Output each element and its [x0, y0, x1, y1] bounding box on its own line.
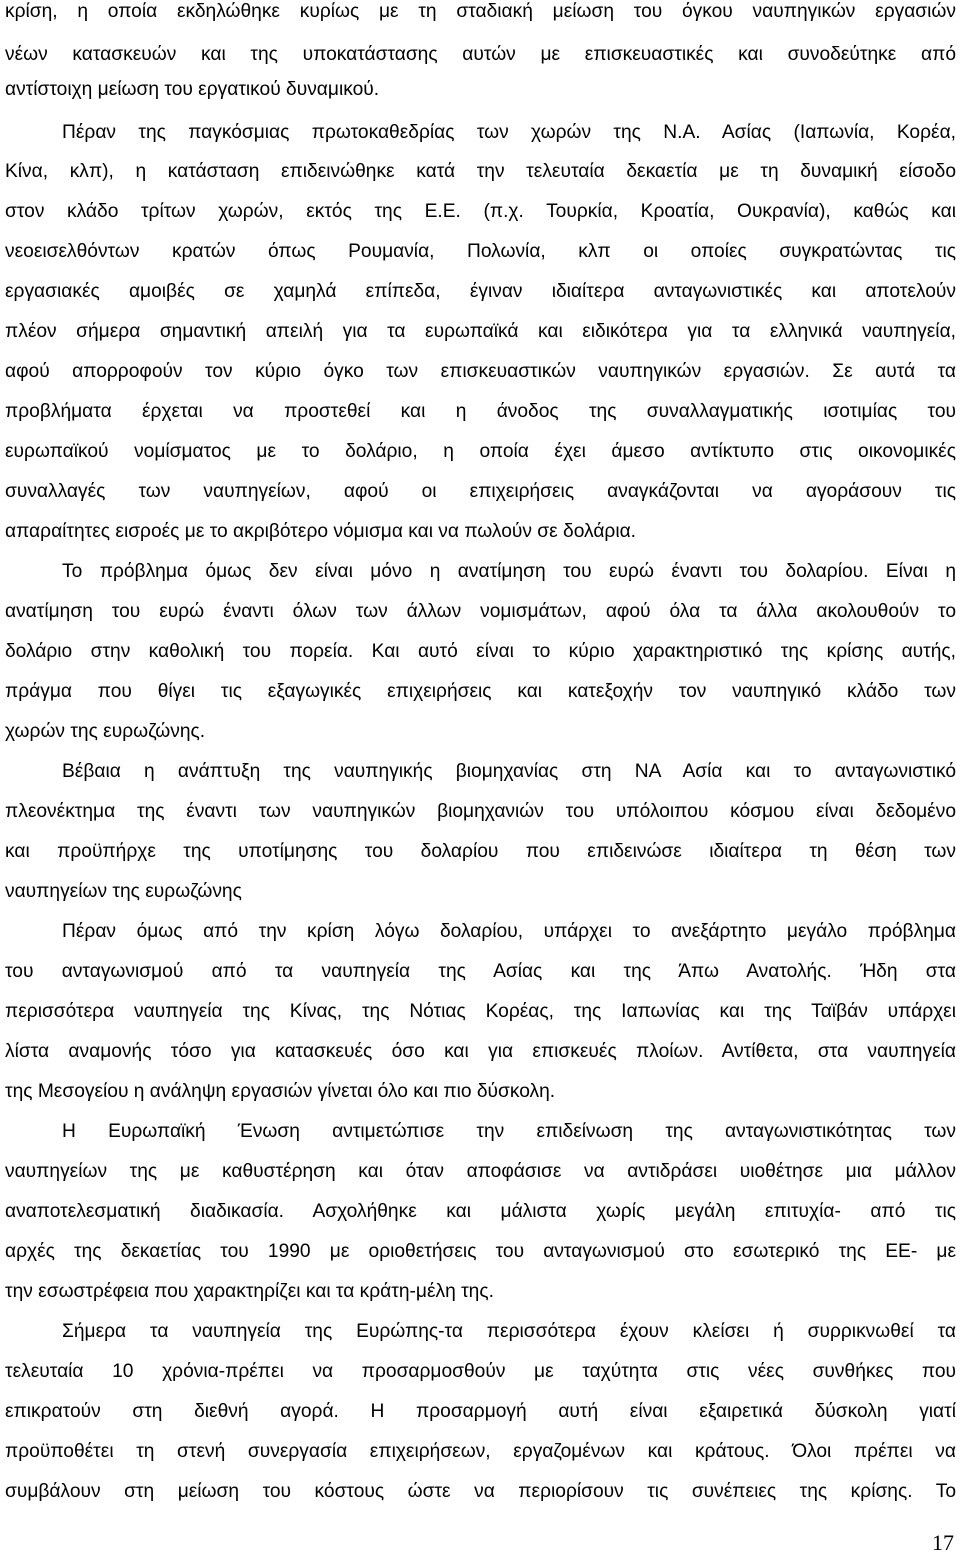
- text-line: νέων κατασκευών και της υποκατάστασης αυτών με επισκευαστικές και συνοδεύτηκε από: [5, 44, 956, 65]
- text-line: Κίνα, κλπ), η κατάσταση επιδεινώθηκε κατά την τελευταία δεκαετία με τη δυναμική είσοδο: [5, 161, 956, 182]
- text-line: εργασιακές αμοιβές σε χαμηλά επίπεδα, έγιναν ιδιαίτερα ανταγωνιστικές και αποτελούν: [5, 281, 956, 302]
- text-line: περισσότερα ναυπηγεία της Κίνας, της Νότιας Κορέας, της Ιαπωνίας και της Ταϊβάν υπάρχει: [5, 1001, 956, 1022]
- text-line: συναλλαγές των ναυπηγείων, αφού οι επιχειρήσεις αναγκάζονται να αγοράσουν τις: [5, 481, 956, 502]
- text-line: Πέραν της παγκόσμιας πρωτοκαθεδρίας των χωρών της Ν.Α. Ασίας (Ιαπωνία, Κορέα,: [62, 122, 956, 143]
- text-line: αφού απορροφούν τον κύριο όγκο των επισκευαστικών ναυπηγικών εργασιών. Σε αυτά τα: [5, 361, 956, 382]
- text-line: νεοεισελθόντων κρατών όπως Ρουμανία, Πολωνία, κλπ οι οποίες συγκρατώντας τις: [5, 241, 956, 262]
- text-line: δολάριο στην καθολική του πορεία. Και αυτό είναι το κύριο χαρακτηριστικό της κρίσης αυτής,: [5, 641, 956, 662]
- text-line: προβλήματα έρχεται να προστεθεί και η άνοδος της συναλλαγματικής ισοτιμίας του: [5, 401, 956, 422]
- text-line: Πέραν όμως από την κρίση λόγω δολαρίου, υπάρχει το ανεξάρτητο μεγάλο πρόβλημα: [62, 921, 956, 942]
- text-line: αρχές της δεκαετίας του 1990 με οριοθετήσεις του ανταγωνισμού στο εσωτερικό της ΕΕ- με: [5, 1241, 956, 1262]
- text-line: τελευταία 10 χρόνια-πρέπει να προσαρμοσθούν με ταχύτητα στις νέες συνθήκες που: [5, 1361, 956, 1382]
- text-line: κρίση, η οποία εκδηλώθηκε κυρίως με τη σταδιακή μείωση του όγκου ναυπηγικών εργασιών: [5, 1, 956, 22]
- text-line: απαραίτητες εισροές με το ακριβότερο νόμισμα και να πωλούν σε δολάρια.: [5, 521, 637, 542]
- text-line: Βέβαια η ανάπτυξη της ναυπηγικής βιομηχανίας στη ΝΑ Ασία και το ανταγωνιστικό: [62, 761, 956, 782]
- text-line: ναυπηγείων της με καθυστέρηση και όταν αποφάσισε να αντιδράσει υιοθέτησε μια μάλλον: [5, 1161, 956, 1182]
- text-line: συμβάλουν στη μείωση του κόστους ώστε να περιορίσουν τις συνέπειες της κρίσης. Το: [5, 1481, 956, 1502]
- text-line: ναυπηγείων της ευρωζώνης: [5, 881, 242, 902]
- text-line: επικρατούν στη διεθνή αγορά. Η προσαρμογή αυτή είναι εξαιρετικά δύσκολη γιατί: [5, 1401, 956, 1422]
- text-line: Το πρόβλημα όμως δεν είναι μόνο η ανατίμηση του ευρώ έναντι του δολαρίου. Είναι η: [62, 561, 956, 582]
- text-line: Σήμερα τα ναυπηγεία της Ευρώπης-τα περισσότερα έχουν κλείσει ή συρρικνωθεί τα: [62, 1321, 956, 1342]
- text-line: χωρών της ευρωζώνης.: [5, 721, 206, 742]
- text-line: ανατίμηση του ευρώ έναντι όλων των άλλων νομισμάτων, αφού όλα τα άλλα ακολουθούν το: [5, 601, 956, 622]
- text-line: της Μεσογείου η ανάληψη εργασιών γίνεται όλο και πιο δύσκολη.: [5, 1081, 556, 1102]
- text-line: πράγμα που θίγει τις εξαγωγικές επιχειρήσεις και κατεξοχήν τον ναυπηγικό κλάδο των: [5, 681, 956, 702]
- text-line: πλέον σήμερα σημαντική απειλή για τα ευρωπαϊκά και ειδικότερα για τα ελληνικά ναυπηγεία,: [5, 321, 956, 342]
- text-line: Η Ευρωπαϊκή Ένωση αντιμετώπισε την επιδείνωση της ανταγωνιστικότητας των: [62, 1121, 956, 1142]
- text-line: αναποτελεσματική διαδικασία. Ασχολήθηκε και μάλιστα χωρίς μεγάλη επιτυχία- από τις: [5, 1201, 956, 1222]
- text-line: αντίστοιχη μείωση του εργατικού δυναμικού.: [5, 79, 380, 100]
- text-line: στον κλάδο τρίτων χωρών, εκτός της Ε.Ε. (π.χ. Τουρκία, Κροατία, Ουκρανία), καθώς και: [5, 201, 956, 222]
- text-line: λίστα αναμονής τόσο για κατασκευές όσο και για επισκευές πλοίων. Αντίθετα, στα ναυπηγεία: [5, 1041, 956, 1062]
- text-line: προϋποθέτει τη στενή συνεργασία επιχειρήσεων, εργαζομένων και κράτους. Όλοι πρέπει να: [5, 1441, 956, 1462]
- page-number: 17: [932, 1530, 954, 1555]
- text-line: ευρωπαϊκού νομίσματος με το δολάριο, η οποία έχει άμεσο αντίκτυπο στις οικονομικές: [5, 441, 956, 462]
- text-line: του ανταγωνισμού από τα ναυπηγεία της Ασίας και της Άπω Ανατολής. Ήδη στα: [5, 961, 956, 982]
- text-line: την εσωστρέφεια που χαρακτηρίζει και τα κράτη-μέλη της.: [5, 1281, 494, 1302]
- text-line: πλεονέκτημα της έναντι των ναυπηγικών βιομηχανιών του υπόλοιπου κόσμου είναι δεδομένο: [5, 801, 956, 822]
- text-line: και προϋπήρχε της υποτίμησης του δολαρίου που επιδεινώσε ιδιαίτερα τη θέση των: [5, 841, 956, 862]
